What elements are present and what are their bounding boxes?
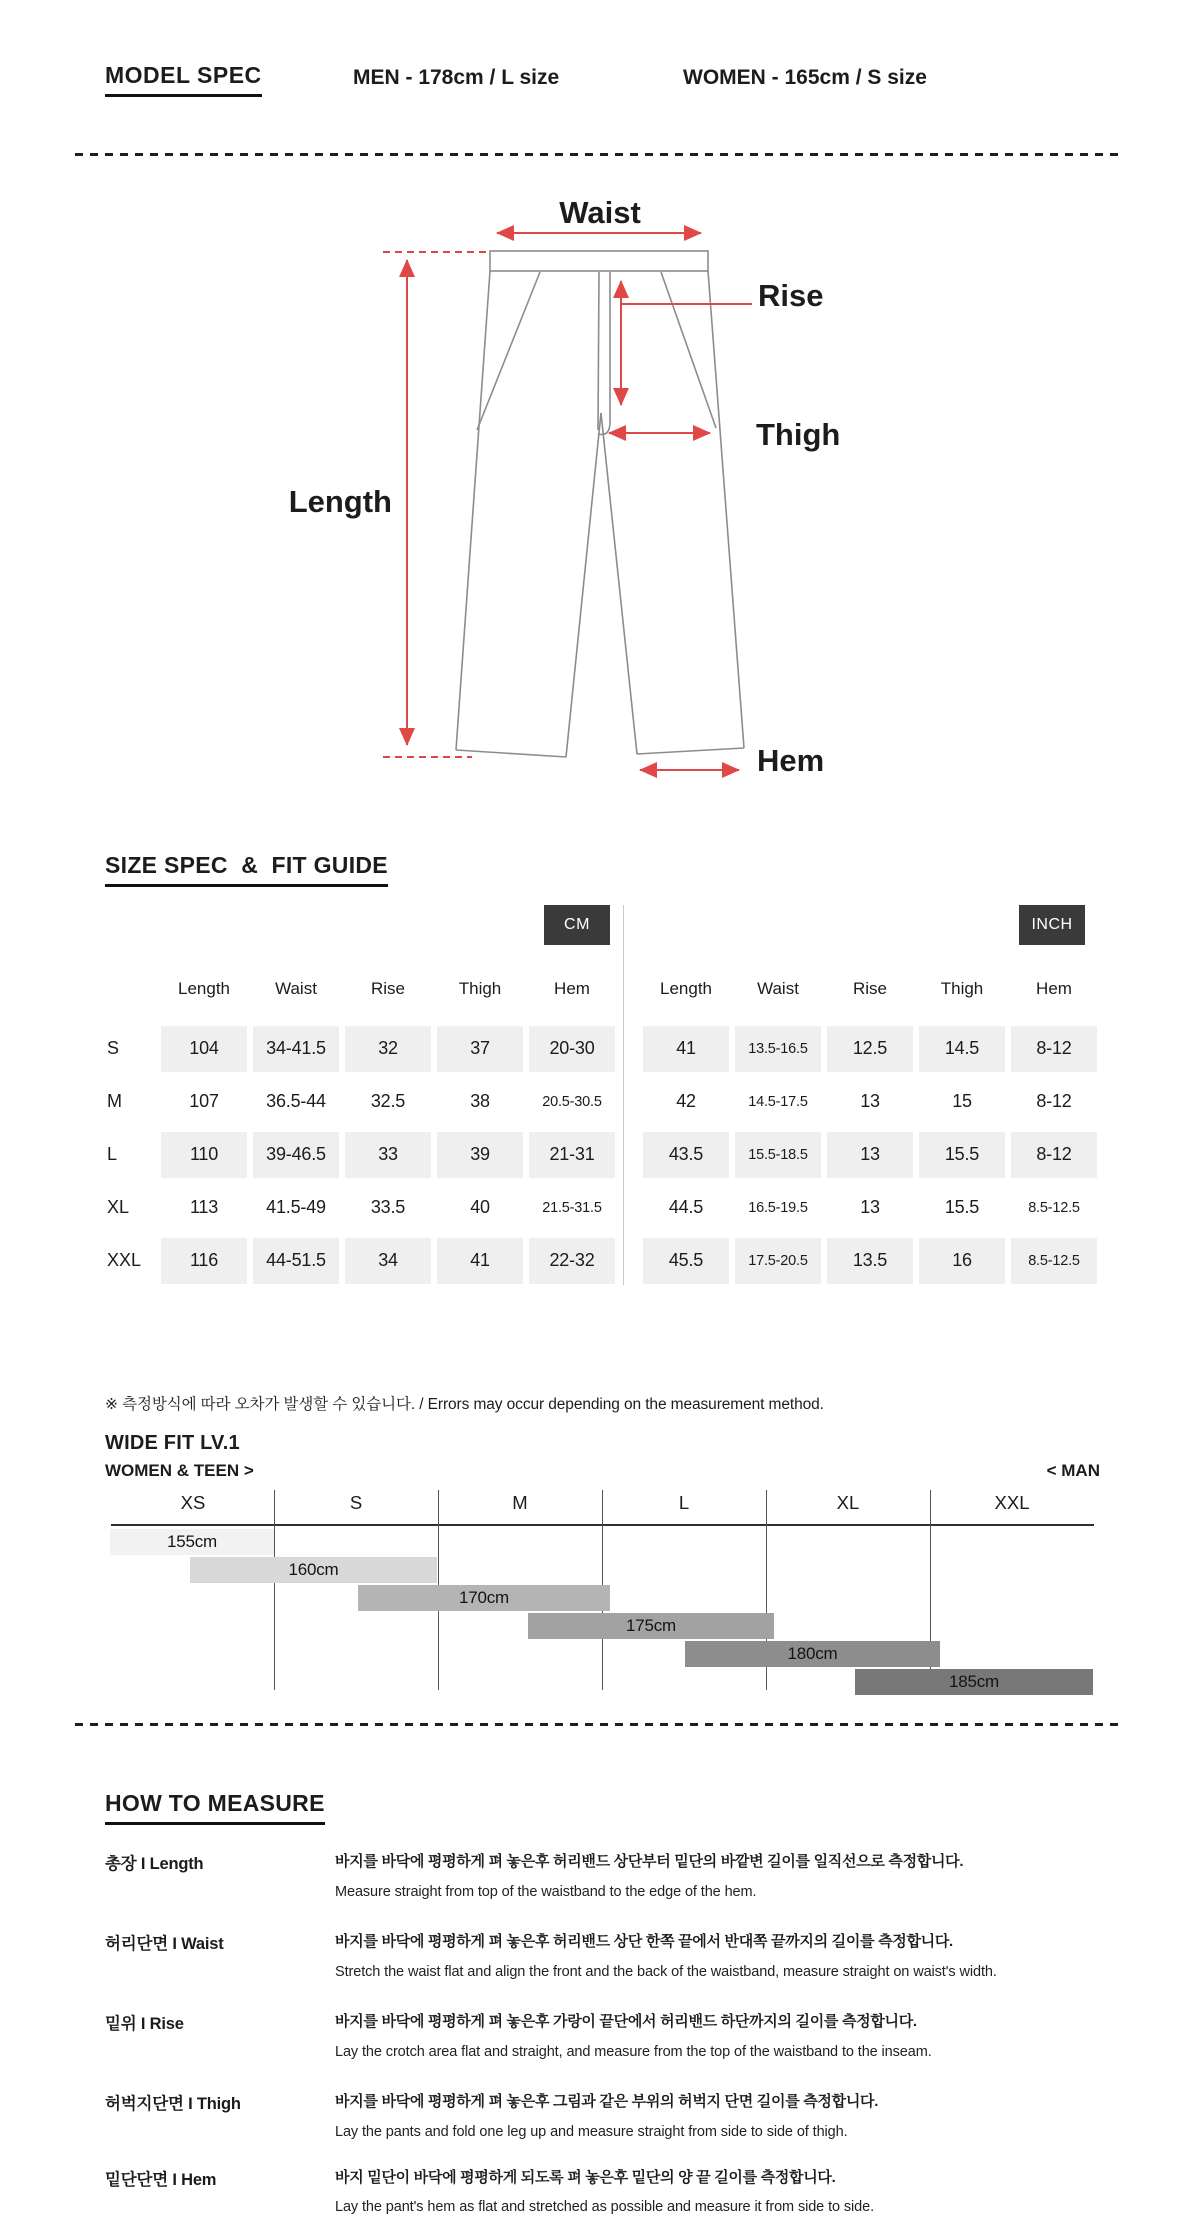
- cm-col-hem: Hem: [554, 979, 590, 998]
- cm-size-table: [105, 964, 618, 1287]
- how-to-measure-title: HOW TO MEASURE: [105, 1790, 325, 1825]
- right-hem-edge: [637, 748, 744, 754]
- waist-label: Waist: [559, 195, 641, 230]
- measure-kr-length: 바지를 바닥에 평평하게 펴 놓은후 허리밴드 상단부터 밑단의 바깥변 길이를 일직선으로 측정합니다.: [335, 1853, 964, 1870]
- inch-col-length: Length: [660, 979, 712, 998]
- inch-col-thigh: Thigh: [940, 979, 984, 998]
- measure-arrows: [383, 233, 752, 770]
- fit-bar-170cm: 170cm: [358, 1585, 610, 1611]
- left-inseam: [566, 413, 601, 757]
- inch-row-m: 42 14.5-17.5 13 15 8-12: [676, 1091, 1072, 1111]
- measure-en-waist: Stretch the waist flat and align the front and the back of the waistband, measure straight on waist's width.: [335, 1964, 997, 1980]
- waistband-shape: [490, 251, 708, 271]
- measure-en-length: Measure straight from top of the waistband to the edge of the hem.: [335, 1884, 757, 1900]
- cm-col-waist: Waist: [275, 979, 317, 998]
- cm-row-xl: XL 113 41.5-49 33.5 40 21.5-31.5: [107, 1197, 602, 1217]
- left-outer-seam: [456, 271, 490, 750]
- rise-label: Rise: [758, 278, 824, 313]
- inch-row-s: 41 13.5-16.5 12.5 14.5 8-12: [640, 1022, 1100, 1075]
- fit-col-xxl: XXL: [994, 1492, 1030, 1513]
- cm-row-m: M 107 36.5-44 32.5 38 20.5-30.5: [107, 1091, 602, 1111]
- measure-label-hem: 밑단단면 I Hem: [105, 2171, 217, 2189]
- measure-kr-waist: 바지를 바닥에 평평하게 펴 놓은후 허리밴드 상단 한쪽 끝에서 반대쪽 끝까지의 길이를 측정합니다.: [335, 1933, 953, 1950]
- inch-col-waist: Waist: [757, 979, 799, 998]
- measure-label-thigh: 허벅지단면 I Thigh: [105, 2095, 241, 2113]
- fit-chart-divider-1: [274, 1490, 275, 1690]
- bottom-dashed-divider: [75, 1723, 1125, 1726]
- measure-label-length: 총장 I Length: [105, 1855, 204, 1873]
- thigh-label: Thigh: [756, 417, 841, 452]
- pants-measure-diagram: [0, 180, 1200, 800]
- fit-col-m: M: [512, 1492, 528, 1513]
- fit-guide-title: WIDE FIT LV.1: [105, 1432, 240, 1454]
- model-spec-men: MEN - 178cm / L size: [353, 66, 560, 89]
- model-spec-title: MODEL SPEC: [105, 62, 262, 97]
- cm-row-l: L 110 39-46.5 33 39 21-31: [105, 1128, 618, 1181]
- measure-en-rise: Lay the crotch area flat and straight, and measure from the top of the waistband to the inseam.: [335, 2044, 932, 2060]
- right-inseam: [601, 413, 637, 754]
- left-hem-edge: [456, 750, 566, 757]
- measurement-error-note: ※ 측정방식에 따라 오차가 발생할 수 있습니다. / Errors may occur depending on the measurement method.: [105, 1396, 824, 1413]
- measure-kr-thigh: 바지를 바닥에 평평하게 펴 놓은후 그림과 같은 부위의 허벅지 단면 길이를 측정합니다.: [335, 2093, 879, 2110]
- inch-unit-badge: INCH: [1019, 905, 1085, 945]
- inch-row-xxl: 45.5 17.5-20.5 13.5 16 8.5-12.5: [640, 1234, 1100, 1287]
- fly-line-right: [598, 272, 610, 435]
- inch-col-rise: Rise: [852, 979, 887, 998]
- top-dashed-divider: [75, 153, 1125, 156]
- cm-table-header-row: [105, 964, 618, 1014]
- length-label: Length: [288, 484, 392, 519]
- cm-col-rise: Rise: [370, 979, 405, 998]
- cm-col-length: Length: [178, 979, 230, 998]
- measure-kr-rise: 바지를 바닥에 평평하게 펴 놓은후 가랑이 끝단에서 허리밴드 하단까지의 길이를 측정합니다.: [335, 2013, 917, 2030]
- cm-col-thigh: Thigh: [458, 979, 502, 998]
- fly-line-left: [598, 272, 599, 430]
- fit-guide-man-label: < MAN: [1046, 1461, 1100, 1480]
- fit-col-xl: XL: [836, 1492, 860, 1513]
- inch-row-l: 43.5 15.5-18.5 13 15.5 8-12: [640, 1128, 1100, 1181]
- cm-unit-badge: CM: [544, 905, 610, 945]
- cm-row-xxl: XXL 116 44-51.5 34 41 22-32: [105, 1234, 618, 1287]
- cm-row-s: S 104 34-41.5 32 37 20-30: [105, 1022, 618, 1075]
- measure-en-hem: Lay the pant's hem as flat and stretched as possible and measure it from side to side.: [335, 2199, 875, 2215]
- fit-col-s: S: [349, 1492, 363, 1513]
- measure-kr-hem: 바지 밑단이 바닥에 평평하게 되도록 펴 놓은후 밑단의 양 끝 길이를 측정합니다.: [335, 2169, 836, 2186]
- measure-en-thigh: Lay the pants and fold one leg up and measure straight from side to side of thigh.: [335, 2124, 848, 2140]
- inch-col-hem: Hem: [1036, 979, 1072, 998]
- inch-table-header-row: [640, 964, 1100, 1014]
- inch-size-table: [640, 964, 1100, 1287]
- fit-bar-180cm: 180cm: [685, 1641, 940, 1667]
- table-divider: [623, 905, 624, 1285]
- right-outer-seam: [708, 271, 744, 748]
- inch-row-xl: 44.5 16.5-19.5 13 15.5 8.5-12.5: [668, 1197, 1080, 1217]
- measure-label-rise: 밑위 I Rise: [105, 2015, 184, 2033]
- fit-bar-155cm: 155cm: [110, 1529, 274, 1555]
- fit-bar-175cm: 175cm: [528, 1613, 774, 1639]
- hem-label: Hem: [757, 743, 825, 778]
- fit-bar-185cm: 185cm: [855, 1669, 1093, 1695]
- fit-guide-women-teen-label: WOMEN & TEEN >: [105, 1461, 254, 1480]
- fit-col-l: L: [678, 1492, 690, 1513]
- left-pocket-line: [477, 272, 540, 430]
- measure-label-waist: 허리단면 I Waist: [105, 1935, 224, 1953]
- fit-col-xs: XS: [180, 1492, 206, 1513]
- pants-outline: [456, 251, 744, 757]
- right-pocket-line: [661, 272, 716, 428]
- size-spec-title: SIZE SPEC & FIT GUIDE: [105, 852, 388, 887]
- model-spec-women: WOMEN - 165cm / S size: [683, 66, 927, 89]
- fit-bar-160cm: 160cm: [190, 1557, 437, 1583]
